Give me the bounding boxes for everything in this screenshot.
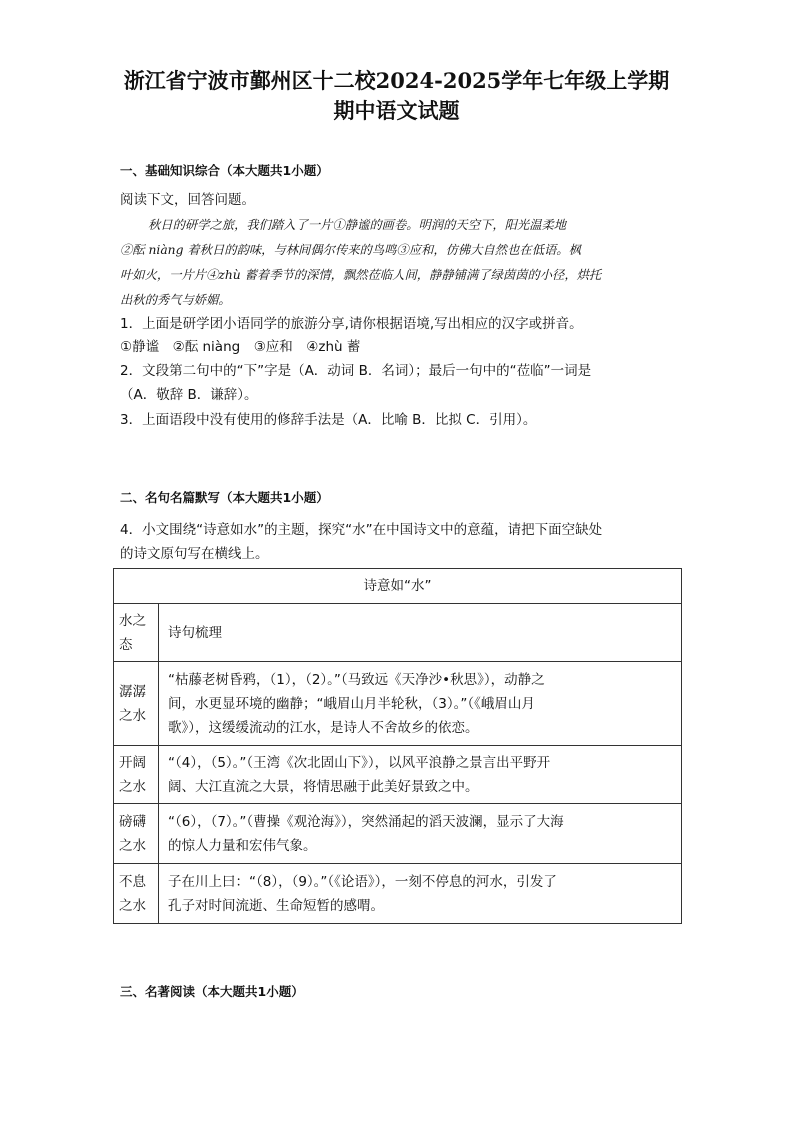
label-line: 态: [119, 636, 133, 653]
poetry-table: [113, 568, 682, 924]
passage-line-2: ②酝 niàng 着秋日的韵味，与林间偶尔传来的鸟鸣③应和，仿佛大自然也在低语。枫: [120, 243, 581, 257]
document-title-line-1: 浙江省宁波市鄞州区十二校2024-2025学年七年级上学期: [123, 68, 670, 93]
label-line: 潺潺: [119, 683, 146, 700]
table-cell-label: [114, 804, 159, 864]
label-line: 之水: [119, 707, 146, 724]
section-2-heading: 二、名句名篇默写（本大题共1小题）: [120, 490, 329, 505]
passage-line-3: 叶如火，一片片④zhù 蓄着季节的深情，飘然莅临人间，静静铺满了绿茵茵的小径，烘托: [120, 268, 602, 282]
question-1-answers: ①静谧 ②酝 niàng ③应和 ④zhù 蓄: [120, 339, 361, 355]
table-row: [114, 864, 682, 924]
table-row: [114, 804, 682, 864]
cell-line: 间，水更显环境的幽静；“峨眉山月半轮秋，（3）。”（《峨眉山月: [168, 695, 535, 712]
table-row: [114, 746, 682, 804]
table-cell-label: [114, 604, 159, 662]
label-line: 磅礴: [119, 813, 146, 830]
question-4-line-2: 的诗文原句写在横线上。: [120, 546, 269, 562]
table-cell-label: [114, 746, 159, 804]
cell-line: 歌》），这缓缓流动的江水，是诗人不舍故乡的依恋。: [168, 719, 479, 736]
question-1: 1．上面是研学团小语同学的旅游分享,请你根据语境,写出相应的汉字或拼音。: [120, 316, 583, 332]
cell-line: 的惊人力量和宏伟气象。: [168, 837, 317, 854]
cell-line: 子在川上曰：“（8），（9）。”（《论语》），一刻不停息的河水，引发了: [168, 873, 557, 890]
question-4-line-1: 4．小文围绕“诗意如水”的主题，探究“水”在中国诗文中的意蕴，请把下面空缺处: [120, 522, 603, 538]
question-3: 3．上面语段中没有使用的修辞手法是（A．比喻 B．比拟 C．引用）。: [120, 412, 537, 428]
cell-line: 阔、大江直流之大景，将情思融于此美好景致之中。: [168, 778, 479, 795]
table-cell-content: 诗句梳理: [159, 604, 682, 662]
label-line: 水之: [119, 612, 146, 629]
cell-line: “枯藤老树昏鸦，（1），（2）。”（马致远《天净沙•秋思》），动静之: [168, 671, 545, 688]
cell-line: “（6），（7）。”（曹操《观沧海》），突然涌起的滔天波澜，显示了大海: [168, 813, 564, 830]
table-cell-label: [114, 662, 159, 746]
section-1-intro: 阅读下文，回答问题。: [120, 192, 255, 208]
table-header-row: [114, 569, 682, 604]
label-line: 之水: [119, 897, 146, 914]
table-cell-content: [159, 864, 682, 924]
table-row: [114, 662, 682, 746]
table-column-row: [114, 604, 682, 662]
table-cell-content: [159, 746, 682, 804]
document-title-line-2: 期中语文试题: [333, 98, 460, 123]
section-1-heading: 一、基础知识综合（本大题共1小题）: [120, 163, 329, 178]
table-cell-content: [159, 662, 682, 746]
table-cell-content: [159, 804, 682, 864]
passage-line-4: 出秋的秀气与娇媚。: [120, 293, 231, 307]
table-header: 诗意如“水”: [114, 569, 682, 604]
passage-line-1: 秋日的研学之旅，我们踏入了一片①静谧的画卷。明润的天空下，阳光温柔地: [148, 218, 567, 232]
label-line: 之水: [119, 778, 146, 795]
question-2-line-2: （A．敬辞 B．谦辞）。: [120, 387, 258, 403]
table-cell-label: [114, 864, 159, 924]
cell-line: 孔子对时间流逝、生命短暂的感喟。: [168, 897, 384, 914]
question-2-line-1: 2．文段第二句中的“下”字是（A．动词 B．名词）；最后一句中的“莅临”一词是: [120, 363, 592, 379]
label-line: 开阔: [119, 754, 146, 771]
label-line: 之水: [119, 837, 146, 854]
section-3-heading: 三、名著阅读（本大题共1小题）: [120, 984, 304, 999]
label-line: 不息: [119, 873, 146, 890]
cell-line: “（4），（5）。”（王湾《次北固山下》），以风平浪静之景言出平野开: [168, 754, 551, 771]
